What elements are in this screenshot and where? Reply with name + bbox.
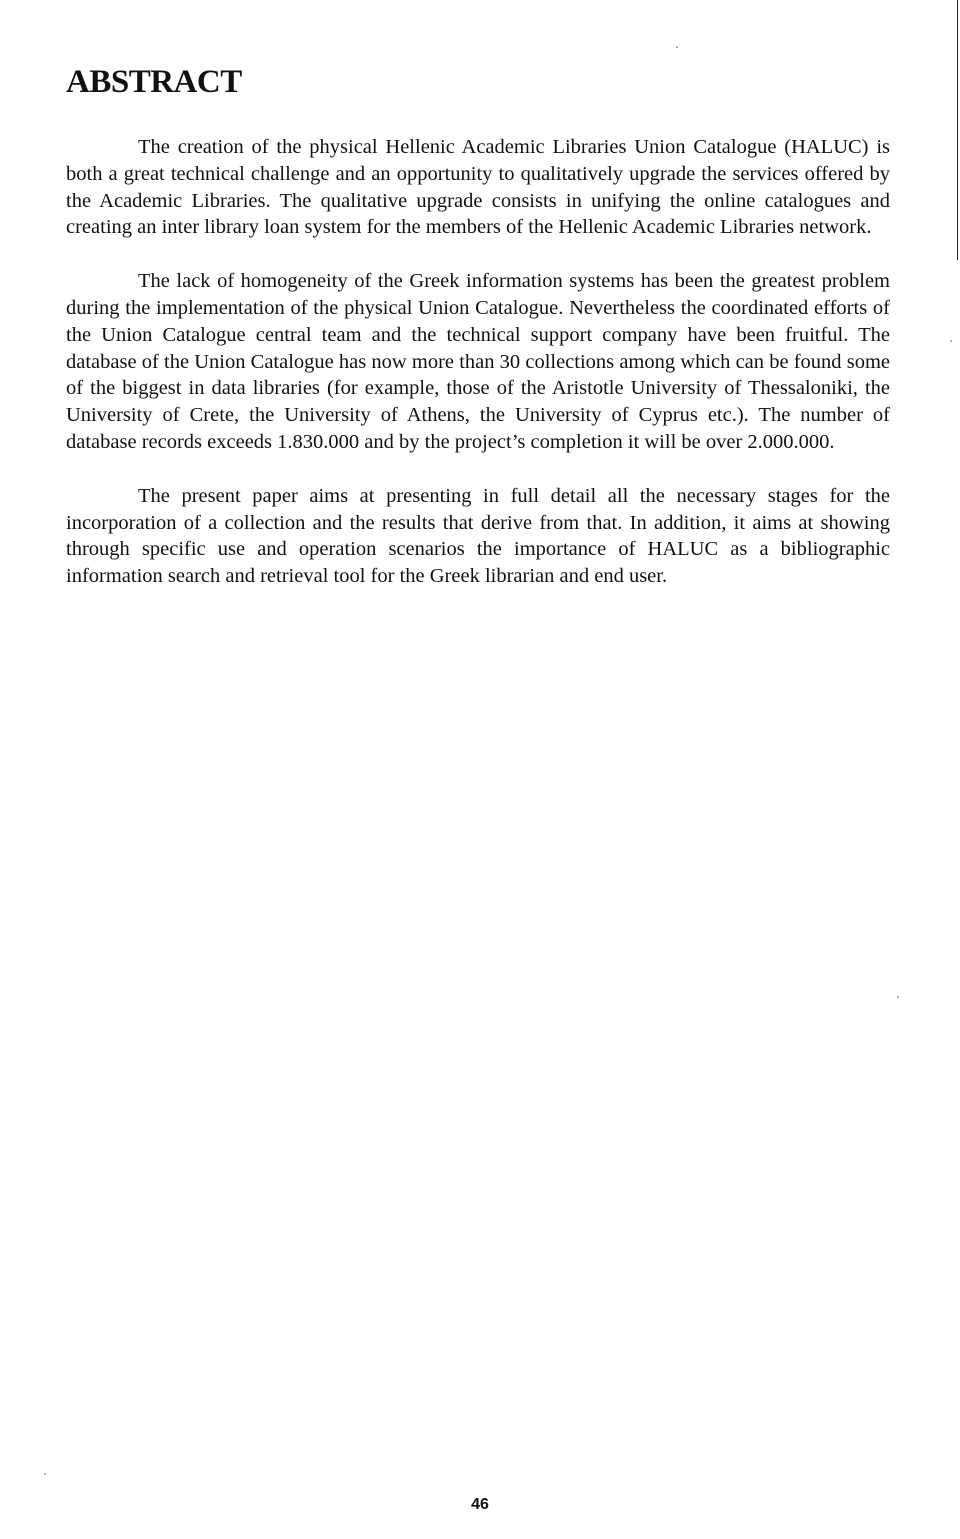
abstract-paragraph-2: The lack of homogeneity of the Greek information systems has been the greatest problem during the implementation of the physical Union Catalogue. Nevertheless the coordinated efforts of the Union Catalogue central team and the technical support company have been fruitful. The database of the Union Catalogue has now more than 30 collections among which can be found some of the biggest in data libraries (for example, those of the Aristotle University of Thessaloniki, the University of Crete, the University of Athens, the University of Cyprus etc.). The number of database records exceeds 1.830.000 and by the project’s completion it will be over 2.000.000. bbox=[66, 270, 890, 453]
abstract-paragraph-3: The present paper aims at presenting in full detail all the necessary stages for the incorporation of a collection and the results that derive from that. In addition, it aims at showing through specific use and operation scenarios the importance of HALUC as a bibliographic information search and retrieval tool for the Greek librarian and end user. bbox=[66, 484, 890, 588]
abstract-body bbox=[66, 134, 890, 617]
abstract-paragraph-1: The creation of the physical Hellenic Academic Libraries Union Catalogue (HALUC) is both a great technical challenge and an opportunity to qualitatively upgrade the services offered by the Academic Libraries. The qualitative upgrade consists in unifying the online catalogues and creating an inter library loan system for the members of the Hellenic Academic Libraries network. bbox=[66, 136, 890, 239]
page-number: 46 bbox=[471, 1496, 489, 1513]
scan-edge-line bbox=[957, 0, 958, 260]
scan-speck bbox=[676, 46, 678, 48]
scan-speck bbox=[950, 340, 952, 342]
abstract-heading: ABSTRACT bbox=[66, 64, 242, 100]
scan-speck bbox=[897, 996, 899, 998]
scan-speck bbox=[44, 1473, 46, 1475]
